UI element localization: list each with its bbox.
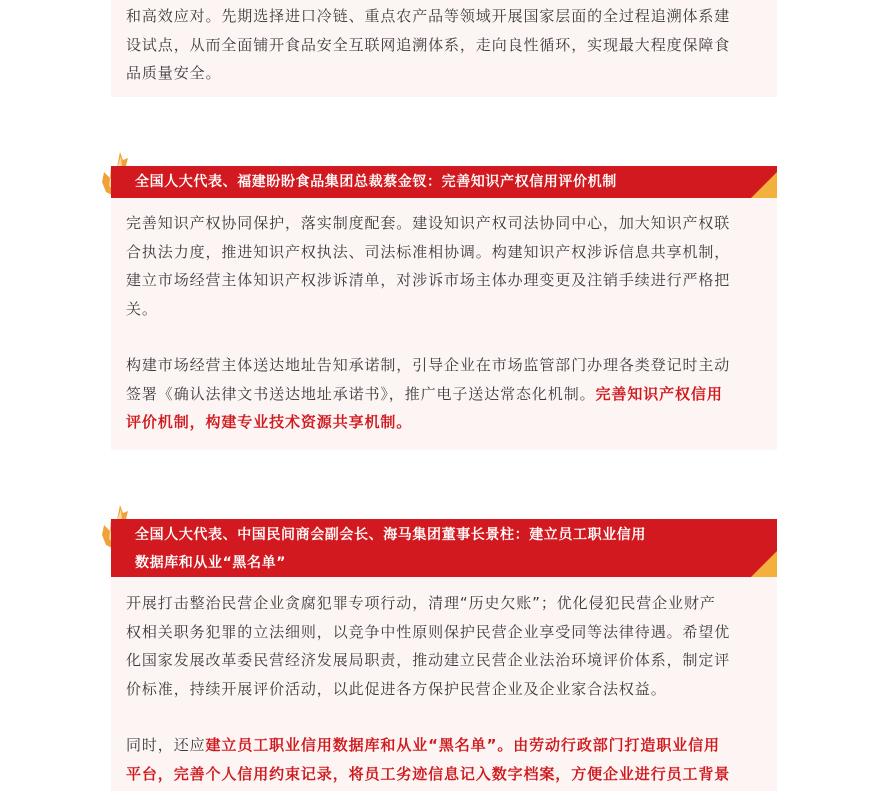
highlight-text: 评价机制，构建专业技术资源共享机制。 <box>126 413 413 431</box>
section-heading: 全国人大代表、福建盼盼食品集团总裁蔡金钗：完善知识产权信用评价机制 <box>135 174 617 190</box>
paragraph <box>111 351 777 437</box>
text-line: 设试点，从而全面铺开食品安全互联网追溯体系，走向良性循环，实现最大程度保障食 <box>126 35 731 54</box>
paragraph <box>111 589 777 703</box>
article-section-top <box>111 0 777 97</box>
banner-corner-decoration <box>751 172 777 198</box>
paragraph <box>111 209 777 323</box>
section-heading: 全国人大代表、中国民间商会副会长、海马集团董事长景柱：建立员工职业信用 <box>135 527 646 543</box>
highlight-text: 建立员工职业信用数据库和从业“黑名单”。由劳动行政部门打造职业信用 <box>205 736 720 754</box>
text-line: 签署《确认法律文书送达地址承诺书》，推广电子送达常态化机制。 <box>126 384 596 403</box>
text-line: 品质量安全。 <box>126 64 222 82</box>
text-line: 和高效应对。先期选择进口冷链、重点农产品等领域开展国家层面的全过程追溯体系建 <box>126 7 731 25</box>
text-line: 权相关职务犯罪的立法细则，以竞争中性原则保护民营企业享受同等法律待遇。希望优 <box>126 622 731 641</box>
text-line: 开展打击整治民营企业贪腐犯罪专项行动，清理“历史欠账”；优化侵犯民营企业财产 <box>126 594 716 612</box>
text-line: 建立市场经营主体知识产权涉诉清单，对涉诉市场主体办理变更及注销手续进行严格把 <box>126 271 731 289</box>
text-line: 关。 <box>126 299 158 318</box>
section-heading: 数据库和从业“黑名单” <box>135 555 287 571</box>
section-heading-banner <box>111 519 777 577</box>
text-line: 完善知识产权协同保护，落实制度配套。建设知识产权司法协同中心，加大知识产权联 <box>126 214 731 232</box>
highlight-text: 完善知识产权信用 <box>595 384 723 403</box>
section-heading-banner <box>111 166 777 198</box>
article-section <box>111 198 777 450</box>
text-line: 化国家发展改革委民营经济发展局职责，推动建立民营企业法治环境评价体系，制定评 <box>126 651 731 669</box>
paragraph <box>111 731 777 788</box>
article-section <box>111 577 777 791</box>
paragraph <box>111 2 777 88</box>
text-line: 合执法力度，推进知识产权执法、司法标准相协调。构建知识产权涉诉信息共享机制， <box>126 242 731 261</box>
text-line: 同时，还应 <box>126 736 206 754</box>
text-line: 构建市场经营主体送达地址告知承诺制，引导企业在市场监管部门办理各类登记时主动 <box>126 356 731 374</box>
banner-corner-decoration <box>751 551 777 577</box>
highlight-text: 平台，完善个人信用约束记录，将员工劣迹信息记入数字档案，方便企业进行员工背景 <box>126 764 731 783</box>
text-line: 价标准，持续开展评价活动，以此促进各方保护民营企业及企业家合法权益。 <box>126 679 667 698</box>
